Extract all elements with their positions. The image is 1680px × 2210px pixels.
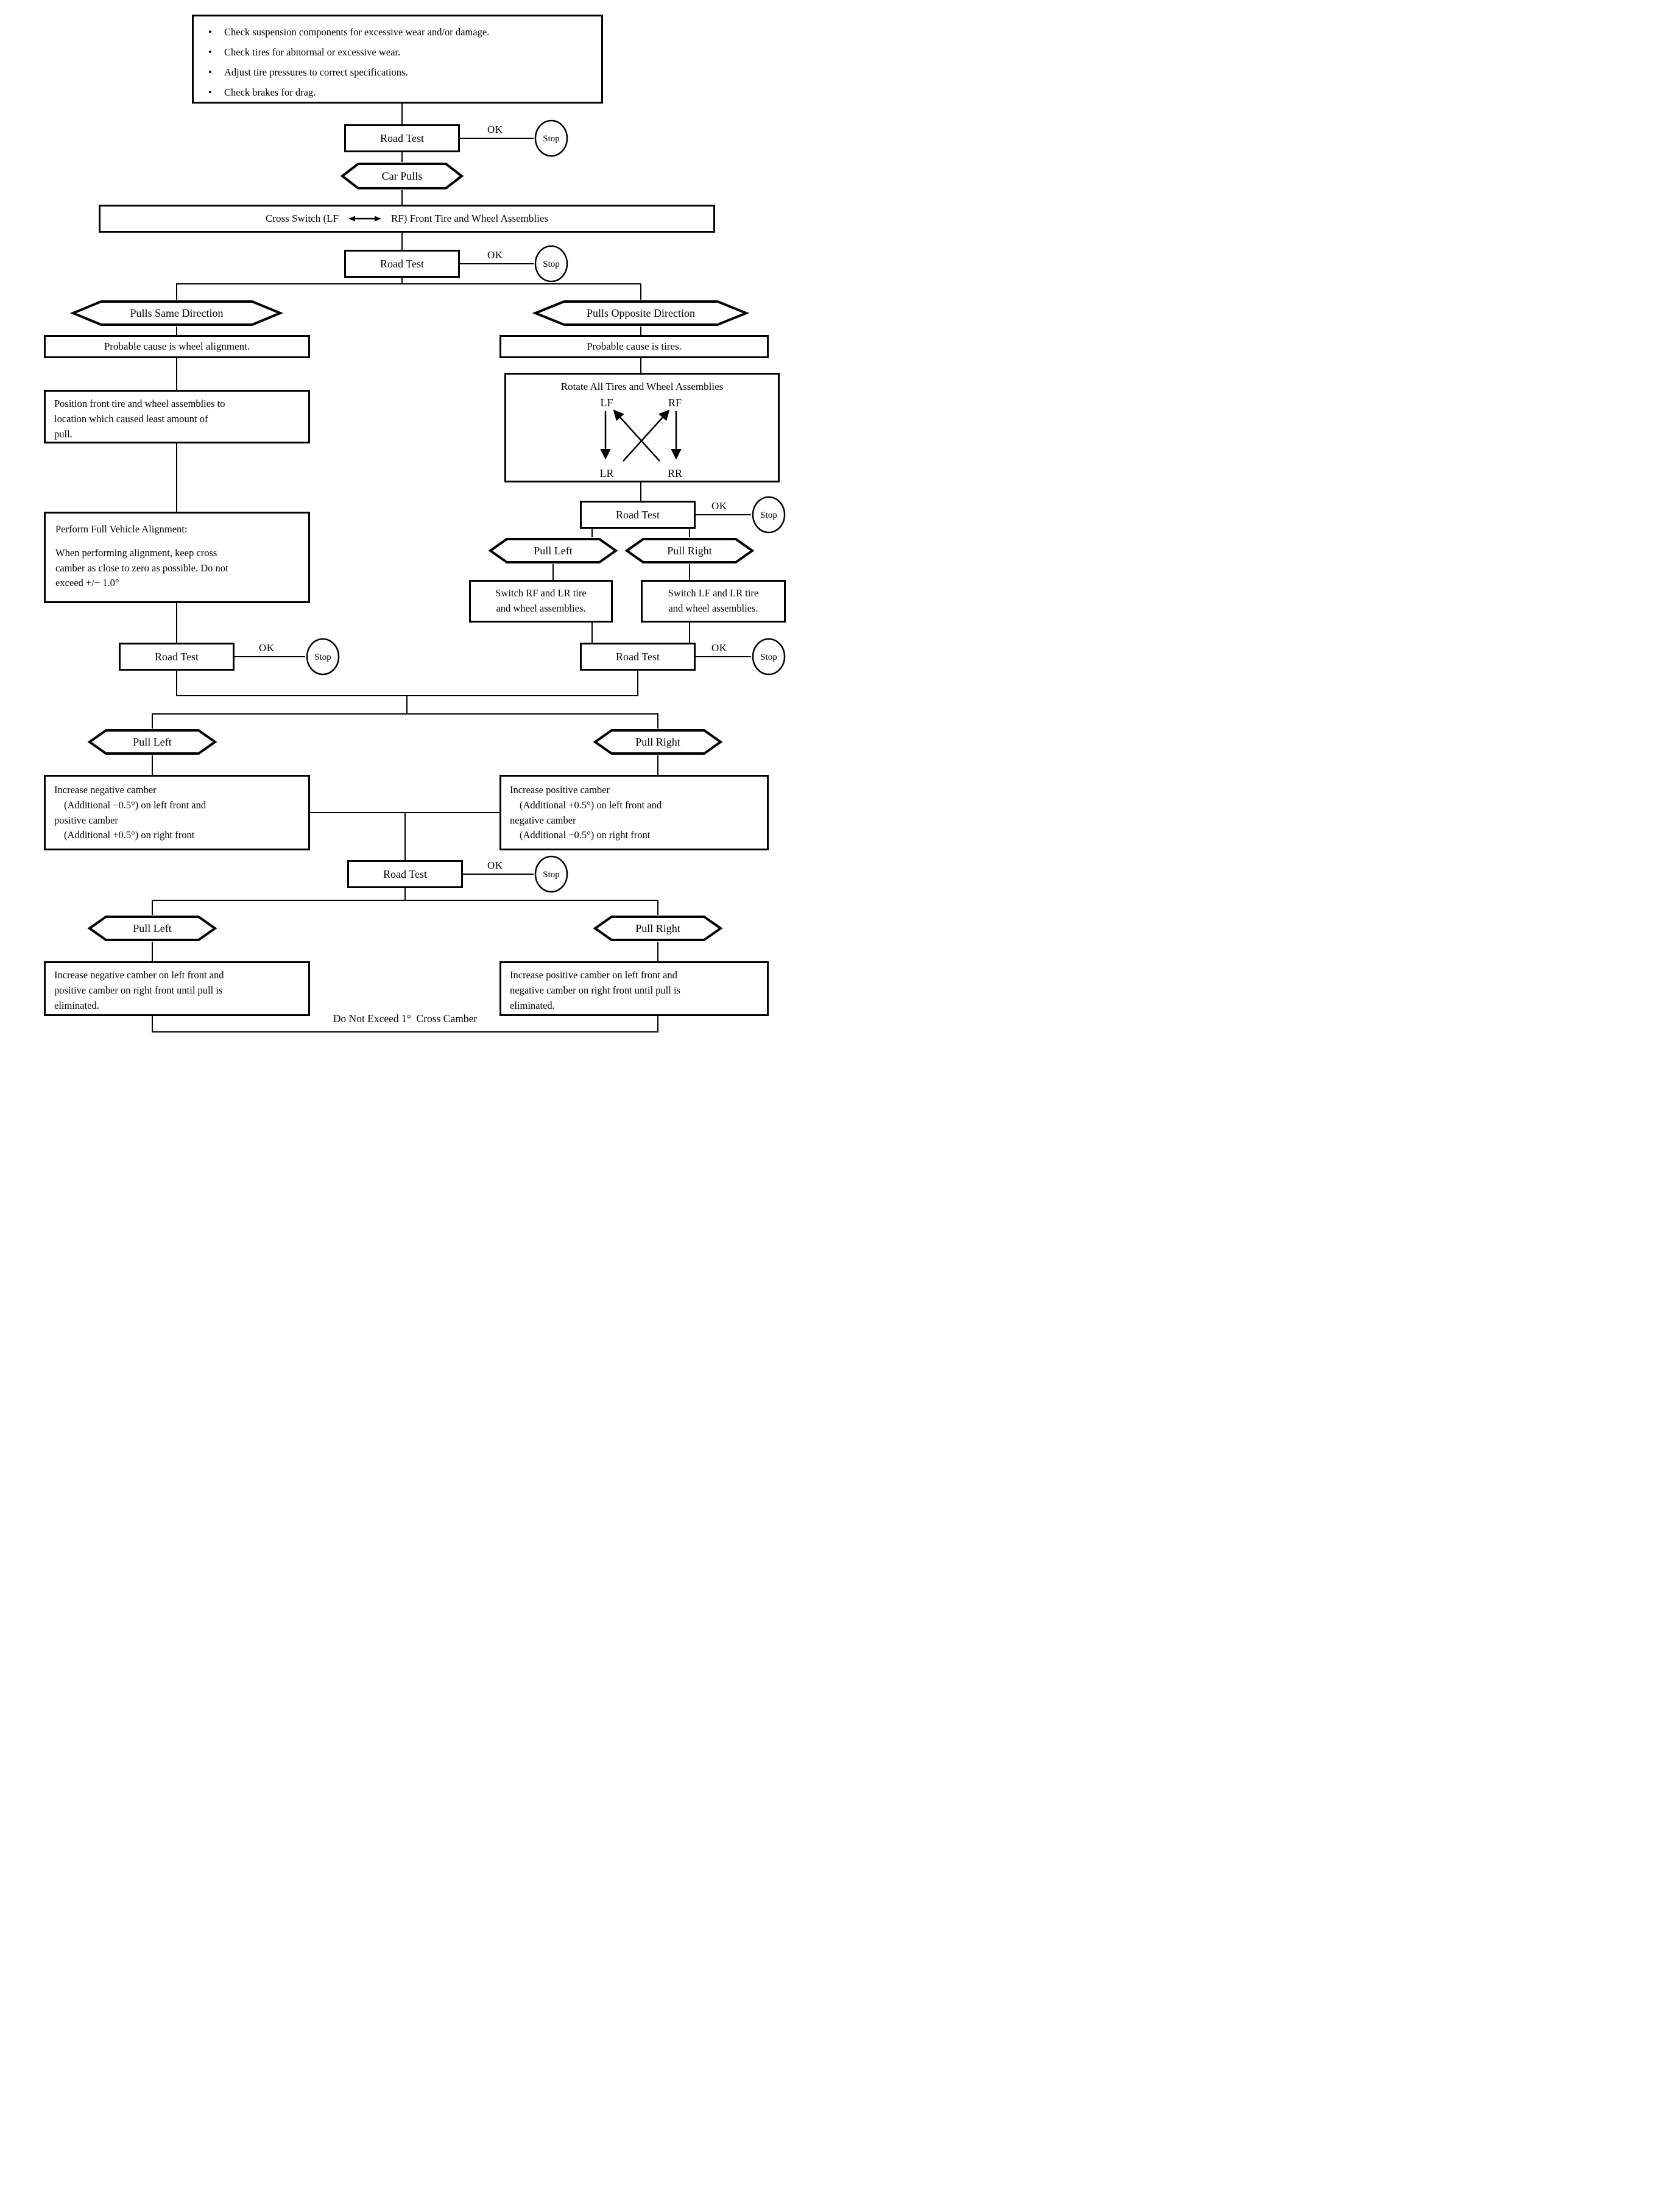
stop-label: Stop [543, 870, 560, 880]
road-test-label: Road Test [383, 867, 427, 880]
probable-cause-alignment-label: Probable cause is wheel alignment. [104, 341, 250, 352]
car-pulls-label: Car Pulls [381, 170, 423, 182]
ok-label: OK [711, 642, 727, 654]
switch-rf-lr-box [469, 580, 613, 623]
stop-label: Stop [543, 259, 560, 269]
camber-right-line: (Additional −0.5°) on right front [520, 829, 651, 841]
stop-terminal [534, 244, 569, 283]
pulls-same-direction-label: Pulls Same Direction [130, 307, 224, 319]
connector-line [152, 942, 153, 961]
connector-line [657, 755, 658, 775]
final-right-line: eliminated. [510, 999, 555, 1011]
connector-line [404, 813, 406, 860]
switch-lf-lr-line: and wheel assemblies. [668, 602, 758, 614]
camber-right-line: Increase positive camber [510, 784, 610, 796]
road-test-label: Road Test [380, 257, 424, 270]
connector-line [235, 656, 305, 657]
arrow-rr-to-lf [615, 411, 660, 461]
pull-left-label: Pull Left [133, 922, 172, 934]
tire-rotation-diagram [506, 393, 778, 482]
connector-line [401, 190, 403, 205]
connector-line [406, 696, 408, 714]
checklist-item [208, 85, 595, 100]
road-test-box-3 [580, 501, 696, 529]
connector-line [401, 104, 403, 124]
final-right-line: Increase positive camber on left front and [510, 969, 677, 981]
ok-label: OK [259, 642, 275, 654]
pull-left-hexagon-3 [88, 915, 216, 942]
road-test-box-2 [344, 250, 460, 278]
connector-line [176, 283, 641, 284]
checklist-item-text: Check suspension components for excessive wear and/or damage. [224, 26, 490, 38]
connector-line [460, 138, 534, 139]
position-line: pull. [54, 428, 72, 440]
pull-left-hexagon-2 [88, 729, 216, 755]
camber-left-line: (Additional +0.5°) on right front [64, 829, 195, 841]
switch-rf-lr-line: Switch RF and LR tire [495, 587, 587, 599]
connector-line [552, 564, 554, 580]
connector-line [657, 714, 658, 729]
connector-line [591, 529, 593, 537]
connector-line [657, 942, 658, 961]
perform-alignment-line: When performing alignment, keep cross [55, 546, 217, 559]
connector-line [152, 1016, 153, 1032]
position-line: Position front tire and wheel assemblies to [54, 398, 225, 409]
stop-label: Stop [760, 652, 777, 662]
checklist-item-text: Adjust tire pressures to correct specifications. [224, 66, 408, 78]
camber-left-line: Increase negative camber [54, 784, 157, 796]
stop-label: Stop [760, 510, 777, 520]
checklist-item [208, 45, 595, 60]
final-right-box [499, 961, 769, 1016]
stop-terminal [751, 495, 786, 534]
connector-line [176, 443, 177, 512]
connector-line [401, 152, 403, 162]
position-line: location which caused least amount of [54, 412, 208, 425]
connector-line [696, 514, 751, 515]
position-assemblies-box [44, 390, 310, 443]
perform-alignment-line: camber as close to zero as possible. Do not [55, 562, 228, 574]
car-pulls-hexagon [341, 162, 463, 190]
wheel-rr-label: RR [667, 467, 683, 479]
connector-line [152, 1031, 658, 1033]
stop-terminal [305, 637, 341, 676]
camber-right-box [499, 775, 769, 850]
checklist-item-text: Check tires for abnormal or excessive wear. [224, 46, 401, 58]
switch-rf-lr-line: and wheel assemblies. [496, 602, 586, 614]
connector-line [689, 623, 690, 643]
ok-label: OK [487, 124, 503, 135]
checklist-item [208, 65, 595, 80]
connector-line [152, 755, 153, 775]
pull-left-hexagon-1 [489, 537, 617, 564]
road-test-box-1 [344, 124, 460, 152]
pull-left-label: Pull Left [133, 736, 172, 748]
wheel-lf-label: LF [600, 397, 613, 409]
road-test-label: Road Test [155, 650, 199, 663]
double-arrow-icon [348, 215, 381, 222]
camber-left-line: (Additional −0.5°) on left front and [64, 799, 206, 811]
connector-line [637, 671, 638, 696]
switch-lf-lr-line: Switch LF and LR tire [668, 587, 759, 599]
connector-line [152, 713, 658, 715]
pull-right-hexagon-2 [594, 729, 722, 755]
camber-right-line: negative camber [510, 814, 576, 826]
final-left-line: Increase negative camber on left front and [54, 969, 224, 981]
probable-cause-tires-box [499, 335, 769, 358]
pulls-same-direction-hexagon [72, 300, 281, 327]
probable-cause-tires-label: Probable cause is tires. [587, 341, 682, 352]
final-left-line: positive camber on right front until pull is [54, 984, 223, 996]
perform-alignment-line: exceed +/− 1.0° [55, 577, 119, 589]
cross-switch-text-post: RF) Front Tire and Wheel Assemblies [390, 213, 548, 224]
connector-line [152, 714, 153, 729]
bullet-icon: • [208, 66, 212, 78]
connector-line [640, 284, 641, 300]
connector-line [176, 358, 177, 390]
connector-line [640, 327, 641, 335]
final-right-line: negative camber on right front until pull is [510, 984, 680, 996]
bullet-icon: • [208, 86, 212, 98]
cross-switch-box [99, 205, 715, 233]
road-test-box-4 [580, 643, 696, 671]
stop-terminal [534, 119, 569, 158]
stop-label: Stop [314, 652, 331, 662]
connector-line [591, 623, 593, 643]
wheel-lr-label: LR [599, 467, 614, 479]
pull-right-label: Pull Right [635, 736, 680, 748]
connector-line [657, 1016, 658, 1032]
stop-label: Stop [543, 134, 560, 144]
camber-right-line: (Additional +0.5°) on left front and [520, 799, 662, 811]
road-test-box-5 [347, 860, 463, 888]
ok-label: OK [487, 249, 503, 261]
rotate-tires-box [504, 373, 780, 482]
road-test-label: Road Test [616, 508, 660, 521]
camber-left-line: positive camber [54, 814, 118, 826]
rotate-tires-title: Rotate All Tires and Wheel Assemblies [560, 381, 724, 392]
final-left-box [44, 961, 310, 1016]
flowchart-canvas [0, 0, 840, 1105]
connector-line [176, 671, 177, 696]
connector-line [176, 603, 177, 643]
checklist-item-text: Check brakes for drag. [224, 86, 316, 98]
connector-line [463, 874, 534, 875]
stop-terminal [751, 637, 786, 676]
pulls-opposite-direction-hexagon [534, 300, 747, 327]
arrow-lr-to-rf [623, 411, 668, 461]
bullet-icon: • [208, 46, 212, 58]
pull-right-label: Pull Right [667, 545, 712, 557]
connector-line [460, 263, 534, 264]
connector-line [689, 529, 690, 537]
pulls-opposite-direction-label: Pulls Opposite Direction [587, 307, 695, 319]
connector-line [401, 233, 403, 250]
ok-label: OK [487, 860, 503, 871]
pull-right-label: Pull Right [635, 922, 680, 934]
perform-alignment-box [44, 512, 310, 603]
connector-line [152, 900, 153, 915]
connector-line [689, 564, 690, 580]
connector-line [152, 900, 658, 901]
pull-left-label: Pull Left [534, 545, 573, 557]
connector-line [640, 358, 641, 373]
road-test-label: Road Test [616, 650, 660, 663]
pull-right-hexagon-1 [626, 537, 754, 564]
connector-line [640, 482, 641, 501]
connector-line [176, 327, 177, 335]
wheel-rf-label: RF [668, 397, 682, 409]
stop-terminal [534, 855, 569, 894]
camber-left-box [44, 775, 310, 850]
road-test-label: Road Test [380, 132, 424, 144]
road-test-box-left [119, 643, 235, 671]
ok-label: OK [711, 500, 727, 512]
cross-camber-note: Do Not Exceed 1° Cross Camber [333, 1012, 478, 1025]
bullet-icon: • [208, 26, 212, 38]
checklist-box [192, 15, 603, 104]
connector-line [657, 900, 658, 915]
pull-right-hexagon-3 [594, 915, 722, 942]
connector-line [176, 284, 177, 300]
checklist-item [208, 25, 595, 40]
perform-alignment-title: Perform Full Vehicle Alignment: [55, 523, 188, 535]
switch-lf-lr-box [641, 580, 786, 623]
probable-cause-alignment-box [44, 335, 310, 358]
connector-line [696, 656, 751, 657]
connector-line [404, 888, 406, 900]
final-left-line: eliminated. [54, 999, 99, 1011]
cross-switch-text-pre: Cross Switch (LF [266, 213, 339, 224]
